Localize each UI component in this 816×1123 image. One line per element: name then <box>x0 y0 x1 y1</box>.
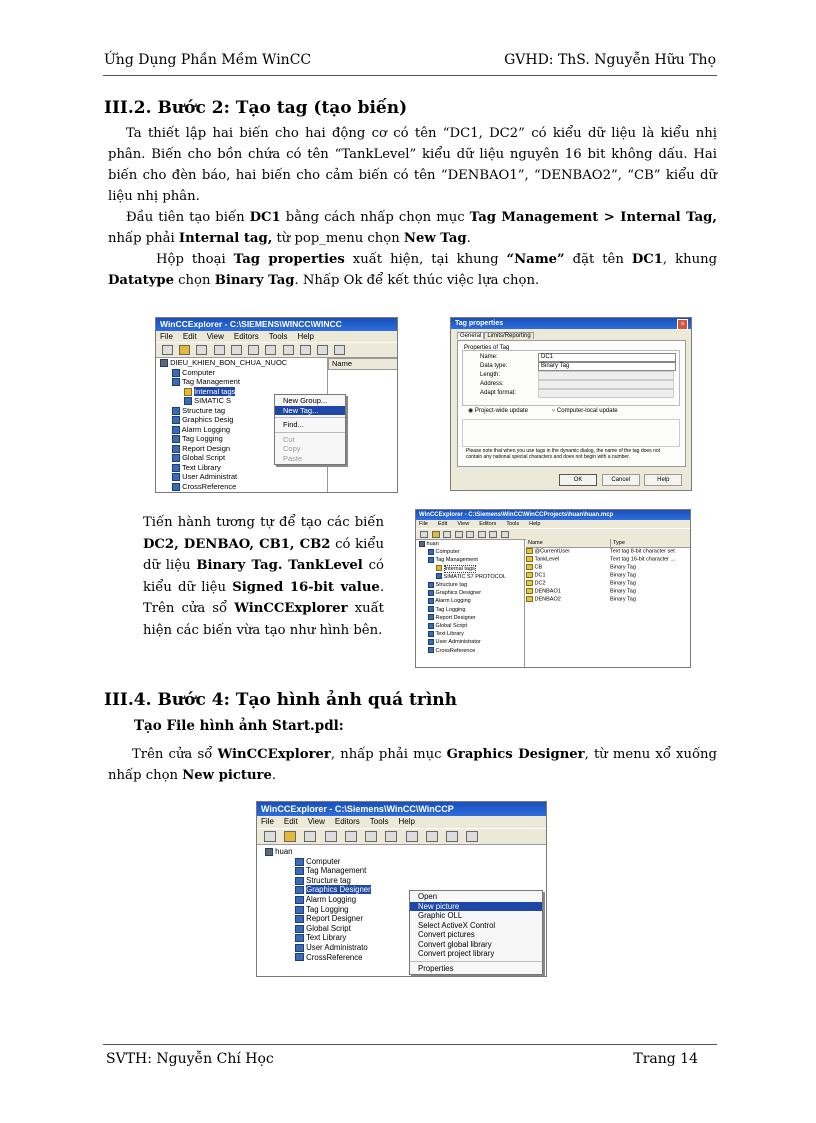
menu-item-select-activex[interactable]: Select ActiveX Control <box>418 920 496 930</box>
alarm-logging-icon <box>172 426 180 434</box>
tree-item-computer[interactable]: Computer <box>156 368 326 378</box>
menu-item-paste[interactable]: Paste <box>283 453 303 463</box>
tag-management-icon <box>428 557 434 563</box>
menu-help[interactable]: Help <box>297 332 314 341</box>
context-menu <box>409 890 543 975</box>
graphics-designer-icon <box>172 416 180 424</box>
menu-separator <box>275 432 345 433</box>
structure-tag-icon <box>172 407 180 415</box>
table-row[interactable]: TankLevel Text tag 16-bit character ... <box>526 556 690 564</box>
table-row[interactable]: DENBAO2 Binary Tag <box>526 596 690 604</box>
small-icons-icon[interactable] <box>426 831 438 842</box>
tree-item-alarm-logging[interactable]: Alarm Logging <box>257 895 407 905</box>
open-icon[interactable] <box>432 531 440 538</box>
tree-item-crossreference[interactable]: CrossReference <box>257 953 407 963</box>
window-title: WinCCExplorer - C:\Siemens\WinCC\WinCCP <box>257 802 546 816</box>
tag-logging-icon <box>295 906 304 914</box>
menu-item-convert-project-library[interactable]: Convert project library <box>418 949 495 958</box>
cut-icon[interactable] <box>466 531 474 538</box>
menu-tools[interactable]: Tools <box>369 817 389 826</box>
toolbar <box>156 342 397 358</box>
section-4-subtitle: Tạo File hình ảnh Start.pdl: <box>134 718 344 734</box>
menu-item-open[interactable]: Open <box>418 892 438 901</box>
section-2-body <box>108 123 717 291</box>
project-icon <box>265 848 273 856</box>
splitter[interactable] <box>524 539 525 667</box>
screenshot-explorer-new-picture <box>256 801 547 977</box>
global-script-icon <box>295 925 304 933</box>
table-row[interactable]: DENBAO1 Binary Tag <box>526 588 690 596</box>
paragraph-3: Hộp thoại Tag properties xuất hiện, tại khung “Name” đặt tên DC1, khung Datatype chọn Binary Tag. Nhấp Ok để kết thúc việc lựa chọn. <box>108 252 718 288</box>
alarm-logging-icon <box>295 896 304 904</box>
help-button[interactable]: Help <box>644 474 682 486</box>
report-designer-icon <box>172 445 180 453</box>
list-header <box>526 539 690 548</box>
project-icon <box>419 541 425 547</box>
large-icons-icon[interactable] <box>283 345 294 355</box>
tree-item-project[interactable]: huan <box>257 847 407 857</box>
adapt-format-select[interactable] <box>538 389 674 398</box>
tree-item-global-script[interactable]: Global Script <box>156 453 326 463</box>
column-header-name[interactable]: Name <box>526 539 611 547</box>
tree-item-alarm-logging[interactable]: Alarm Logging <box>416 597 524 605</box>
tree-item-simatic[interactable]: SIMATIC S7 PROTOCOL <box>416 573 524 581</box>
crossreference-icon <box>172 483 180 491</box>
tree-item-computer[interactable]: Computer <box>416 548 524 556</box>
open-icon[interactable] <box>284 831 296 842</box>
section-4-title: III.4. Bước 4: Tạo hình ảnh quá trình <box>104 690 457 710</box>
project-tree <box>257 847 407 962</box>
close-icon[interactable]: × <box>677 319 688 330</box>
internal-tags-icon <box>184 388 192 396</box>
table-row[interactable]: @CurrentUser Text tag 8-bit character set <box>526 548 690 556</box>
details-icon[interactable] <box>501 531 509 538</box>
tag-logging-icon <box>428 606 434 612</box>
tree-item-user-admin[interactable]: User Administrator <box>416 638 524 646</box>
driver-icon <box>184 397 192 405</box>
paragraph-1: Ta thiết lập hai biến cho hai động cơ có tên “DC1, DC2” có kiểu dữ liệu là kiểu nhị phân. Biến cho bồn chứa có tên “TankLevel” kiểu dữ liệu nguyên 16 bit không dấu. Hai biến cho đèn báo, hai biến cho cảm biến có tên “DENBAO1”, “DENBAO2”, “CB” kiểu dữ liệu nhị phân. <box>108 126 717 204</box>
tag-icon <box>526 580 533 586</box>
menu-edit[interactable]: Edit <box>437 521 448 527</box>
tag-icon <box>526 572 533 578</box>
column-header-name[interactable]: Name <box>328 358 398 370</box>
global-script-icon <box>172 454 180 462</box>
side-paragraph: Tiến hành tương tự để tạo các biến DC2, DENBAO, CB1, CB2 có kiểu dữ liệu Binary Tag. TankLevel có kiểu dữ liệu Signed 16-bit value. Trên cửa sổ WinCCExplorer xuất hiện các biến vừa tạo như hình bên. <box>143 515 385 638</box>
tree-item-graphics-designer[interactable]: Graphics Desig <box>156 415 326 425</box>
menu-help[interactable]: Help <box>398 817 415 826</box>
menu-item-find[interactable]: Find... <box>283 420 304 429</box>
tree-item-structure-tag[interactable]: Structure tag <box>416 581 524 589</box>
length-input[interactable] <box>538 371 674 380</box>
tag-icon <box>526 596 533 602</box>
copy-icon[interactable] <box>248 345 259 355</box>
tree-item-tag-management[interactable]: Tag Management <box>416 556 524 564</box>
play-icon[interactable] <box>214 345 225 355</box>
footer-left: SVTH: Nguyễn Chí Học <box>106 1051 274 1067</box>
limits-group <box>462 419 680 447</box>
menu-editors[interactable]: Editors <box>334 817 360 826</box>
report-designer-icon <box>428 614 434 620</box>
copy-icon[interactable] <box>478 531 486 538</box>
tab-panel <box>457 340 686 467</box>
crossreference-icon <box>428 647 434 653</box>
radio-computer-local[interactable]: ○ Computer-local update <box>551 408 618 414</box>
tree-item-tag-logging[interactable]: Tag Logging <box>156 434 326 444</box>
update-radios <box>468 407 618 414</box>
list-icon[interactable] <box>446 831 458 842</box>
tag-icon <box>526 588 533 594</box>
menu-separator <box>410 961 542 962</box>
internal-tags-icon <box>436 565 442 571</box>
text-library-icon <box>295 934 304 942</box>
menu-view[interactable]: View <box>206 332 224 341</box>
computer-icon <box>172 369 180 377</box>
tree-item-crossreference[interactable]: CrossReference <box>156 482 326 492</box>
column-header-type[interactable]: Type <box>613 540 625 546</box>
user-admin-icon <box>295 944 304 952</box>
tag-icon <box>526 548 533 554</box>
screenshot-explorer-tags <box>415 509 691 668</box>
menu-item-convert-pictures[interactable]: Convert pictures <box>418 930 475 939</box>
context-menu <box>274 394 346 465</box>
computer-icon <box>428 549 434 555</box>
text-library-icon <box>172 464 180 472</box>
menu-item-copy[interactable]: Copy <box>283 444 301 453</box>
note-text: Please note that when you use tags in the dynamic dialog, the name of the tag does not contain any national special characters and does not begin with a number. <box>466 448 661 460</box>
tree-item-global-script[interactable]: Global Script <box>257 924 407 934</box>
field-labels: Name: Data type: Length: Address: Adapt format: <box>480 354 517 396</box>
tag-management-icon <box>295 867 304 875</box>
play-icon[interactable] <box>455 531 463 538</box>
alarm-logging-icon <box>428 598 434 604</box>
menu-item-new-tag[interactable]: New Tag... <box>275 406 345 416</box>
tree-item-simatic[interactable]: SIMATIC S <box>156 396 326 406</box>
tab-limits-reporting[interactable]: Limits/Reporting <box>484 332 533 339</box>
section-2-title: III.2. Bước 2: Tạo tag (tạo biến) <box>104 98 408 118</box>
global-script-icon <box>428 623 434 629</box>
tree-item-tag-management[interactable]: Tag Management <box>156 377 326 387</box>
tree-item-tag-management[interactable]: Tag Management <box>257 866 407 876</box>
window-title: WinCCExplorer - C:\Siemens\WinCC\WinCCProjects\huan\huan.mcp <box>416 510 690 520</box>
menu-bar <box>416 520 690 528</box>
tree-item-crossreference[interactable]: CrossReference <box>416 647 524 655</box>
menu-edit[interactable]: Edit <box>182 332 197 341</box>
paste-icon[interactable] <box>385 831 397 842</box>
menu-item-graphic-oll[interactable]: Graphic OLL <box>418 911 463 920</box>
menu-separator <box>275 417 345 418</box>
structure-tag-icon <box>295 877 304 885</box>
group-label: Properties of Tag <box>464 345 510 351</box>
section-4-body <box>108 744 717 786</box>
menu-bar <box>257 816 546 828</box>
tree-item-report-designer[interactable]: Report Designer <box>257 914 407 924</box>
tree-item-internal-tags[interactable]: Internal tags <box>156 387 326 397</box>
tree-item-project[interactable]: huan <box>416 540 524 548</box>
tag-logging-icon <box>172 435 180 443</box>
tag-management-icon <box>172 378 180 386</box>
section-4-paragraph: Trên cửa sổ WinCCExplorer, nhấp phải mục Graphics Designer, từ menu xổ xuống nhấp chọn New picture. <box>108 747 717 783</box>
cut-icon[interactable] <box>345 831 357 842</box>
large-icons-icon[interactable] <box>406 831 418 842</box>
tree-item-text-library[interactable]: Text Library <box>257 933 407 943</box>
report-designer-icon <box>295 915 304 923</box>
structure-tag-icon <box>428 582 434 588</box>
tag-list <box>526 548 690 604</box>
page-number: Trang 14 <box>633 1051 698 1067</box>
cut-icon[interactable] <box>231 345 242 355</box>
project-tree <box>416 540 524 655</box>
menu-help[interactable]: Help <box>529 521 541 527</box>
tree-item-user-admin[interactable]: User Administrat <box>156 472 326 482</box>
dialog-tabs <box>457 332 534 339</box>
tree-item-computer[interactable]: Computer <box>257 857 407 867</box>
tree-item-graphics-designer[interactable]: Graphics Designer <box>257 885 407 895</box>
datatype-select[interactable]: Binary Tag <box>538 362 676 371</box>
tree-item-report-designer[interactable]: Report Designer <box>416 614 524 622</box>
stop-icon[interactable] <box>304 831 316 842</box>
cancel-button[interactable]: Cancel <box>602 474 640 486</box>
menu-item-new-picture[interactable]: New picture <box>410 902 542 912</box>
open-icon[interactable] <box>179 345 190 355</box>
paste-icon[interactable] <box>489 531 497 538</box>
tree-item-report-designer[interactable]: Report Design <box>156 444 326 454</box>
small-icons-icon[interactable] <box>300 345 311 355</box>
tree-item-project[interactable]: DIEU_KHIEN_BON_CHUA_NUOC <box>156 358 326 368</box>
table-row[interactable]: CB Binary Tag <box>526 564 690 572</box>
menu-bar <box>156 331 397 342</box>
toolbar <box>257 828 546 845</box>
user-admin-icon <box>428 639 434 645</box>
paragraph-2: Đầu tiên tạo biến DC1 bằng cách nhấp chọn mục Tag Management > Internal Tag, nhấp phải Internal tag, từ pop_menu chọn New Tag. <box>108 210 717 246</box>
menu-editors[interactable]: Editors <box>233 332 259 341</box>
menu-view[interactable]: View <box>307 817 325 826</box>
list-icon[interactable] <box>317 345 328 355</box>
paste-icon[interactable] <box>265 345 276 355</box>
menu-file[interactable]: File <box>160 332 173 341</box>
window-title: WinCCExplorer - C:\SIEMENS\WINCC\WINCC <box>156 318 397 331</box>
tree-item-internal-tags[interactable]: Internal tags <box>416 565 524 573</box>
screenshot-tag-properties <box>450 317 692 491</box>
text-library-icon <box>428 631 434 637</box>
tree-item-alarm-logging[interactable]: Alarm Logging <box>156 425 326 435</box>
screenshot-explorer-new-tag <box>155 317 398 493</box>
play-icon[interactable] <box>325 831 337 842</box>
menu-item-convert-global-library[interactable]: Convert global library <box>418 939 492 949</box>
user-admin-icon <box>172 473 180 481</box>
tree-item-tag-logging[interactable]: Tag Logging <box>416 606 524 614</box>
tree-item-graphics-designer[interactable]: Graphics Designer <box>416 589 524 597</box>
footer-rule <box>103 1044 717 1045</box>
tree-item-structure-tag[interactable]: Structure tag <box>257 876 407 886</box>
tag-icon <box>526 564 533 570</box>
header-rule <box>103 75 717 76</box>
tree-item-structure-tag[interactable]: Structure tag <box>156 406 326 416</box>
new-icon[interactable] <box>162 345 173 355</box>
tab-general[interactable]: General <box>457 332 484 339</box>
ok-button[interactable]: OK <box>559 474 597 486</box>
menu-edit[interactable]: Edit <box>283 817 298 826</box>
tree-item-global-script[interactable]: Global Script <box>416 622 524 630</box>
crossreference-icon <box>295 953 304 961</box>
dialog-buttons <box>559 474 682 486</box>
header-right: GVHD: ThS. Nguyễn Hữu Thọ <box>504 52 716 68</box>
tag-icon <box>526 556 533 562</box>
menu-editors[interactable]: Editors <box>479 521 497 527</box>
tree-item-text-library[interactable]: Text Library <box>156 463 326 473</box>
project-icon <box>160 359 168 367</box>
menu-item-new-group[interactable]: New Group... <box>283 396 328 405</box>
name-input[interactable]: DC1 <box>538 353 676 362</box>
driver-icon <box>436 573 442 579</box>
menu-tools[interactable]: Tools <box>268 332 288 341</box>
new-icon[interactable] <box>264 831 276 842</box>
header-left: Ứng Dụng Phần Mềm WinCC <box>104 52 312 68</box>
tree-item-tag-logging[interactable]: Tag Logging <box>257 905 407 915</box>
details-icon[interactable] <box>466 831 478 842</box>
tree-item-user-admin[interactable]: User Administrato <box>257 943 407 953</box>
graphics-designer-icon <box>295 886 304 894</box>
details-icon[interactable] <box>334 345 345 355</box>
computer-icon <box>295 858 304 866</box>
menu-tools[interactable]: Tools <box>506 521 520 527</box>
dialog-title: Tag properties <box>451 318 691 329</box>
radio-project-wide[interactable]: ◉ Project-wide update <box>468 408 528 414</box>
menu-item-properties[interactable]: Properties <box>418 963 454 973</box>
table-row[interactable]: DC1 Binary Tag <box>526 572 690 580</box>
menu-file[interactable]: File <box>419 521 428 527</box>
tree-item-text-library[interactable]: Text Library <box>416 630 524 638</box>
copy-icon[interactable] <box>365 831 377 842</box>
address-input[interactable] <box>538 380 674 389</box>
menu-view[interactable]: View <box>457 521 470 527</box>
menu-file[interactable]: File <box>261 817 274 826</box>
stop-icon[interactable] <box>443 531 451 538</box>
menu-item-cut[interactable]: Cut <box>283 434 295 444</box>
stop-icon[interactable] <box>196 345 207 355</box>
new-icon[interactable] <box>420 531 428 538</box>
table-row[interactable]: DC2 Binary Tag <box>526 580 690 588</box>
graphics-designer-icon <box>428 590 434 596</box>
